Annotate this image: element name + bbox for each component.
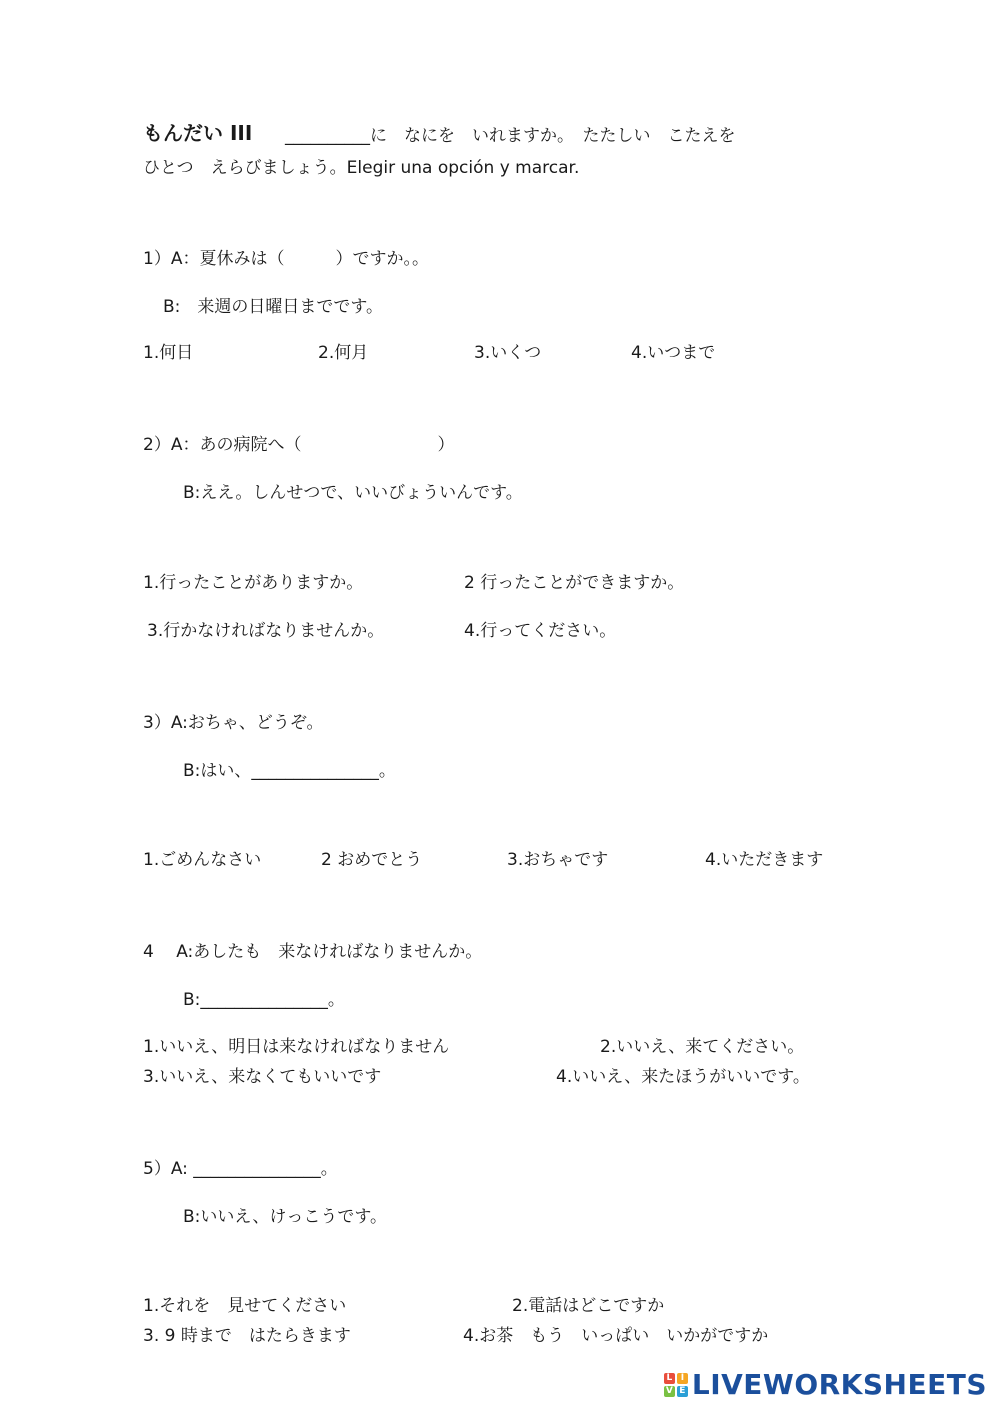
page-title: もんだい III <box>143 121 253 145</box>
question-5-option-4[interactable]: 4.お茶 もう いっぱい いかがですか <box>463 1326 769 1346</box>
question-4-a: 4 A:あしたも 来なければなりませんか。 <box>143 942 483 962</box>
question-5-option-1[interactable]: 1.それを 見せてください <box>143 1296 347 1316</box>
question-4-option-3[interactable]: 3.いいえ、来なくてもいいです <box>143 1067 382 1087</box>
question-5-option-2[interactable]: 2.電話はどこですか <box>512 1296 665 1316</box>
question-3-option-2[interactable]: 2 おめでとう <box>321 850 423 870</box>
instruction-line-1: __________に なにを いれますか。 たたしい こたえを <box>285 126 736 146</box>
question-1-a: 1）A：夏休みは（ ）ですか。。 <box>143 249 429 269</box>
question-1-option-2[interactable]: 2.何月 <box>318 343 369 363</box>
liveworksheets-badge-icon <box>664 1373 688 1397</box>
question-1-option-1[interactable]: 1.何日 <box>143 343 194 363</box>
liveworksheets-logo <box>664 1368 987 1401</box>
question-4-option-4[interactable]: 4.いいえ、来たほうがいいです。 <box>556 1067 810 1087</box>
question-4-b: B:_______________。 <box>183 990 345 1010</box>
question-3-option-3[interactable]: 3.おちゃです <box>507 850 609 870</box>
question-1-b: B: 来週の日曜日までです。 <box>163 297 384 317</box>
question-1-option-4[interactable]: 4.いつまで <box>631 343 716 363</box>
question-4-option-1[interactable]: 1.いいえ、明日は来なければなりません <box>143 1037 450 1057</box>
badge-letter-l: L <box>664 1373 675 1384</box>
question-2-option-4[interactable]: 4.行ってください。 <box>464 621 617 641</box>
question-2-a: 2）A：あの病院へ（ ） <box>143 435 455 455</box>
question-2-b: B:ええ。しんせつで、いいびょういんです。 <box>183 483 523 503</box>
question-3-option-4[interactable]: 4.いただきます <box>705 850 824 870</box>
question-2-option-3[interactable]: 3.行かなければなりませんか。 <box>147 621 385 641</box>
question-3-b: B:はい、_______________。 <box>183 761 396 781</box>
question-5-option-3[interactable]: 3. 9 時まで はたらきます <box>143 1326 351 1346</box>
instruction-line-2: ひとつ えらびましょう。Elegir una opción y marcar. <box>143 158 580 178</box>
question-5-b: B:いいえ、けっこうです。 <box>183 1207 388 1227</box>
question-3-a: 3）A:おちゃ、どうぞ。 <box>143 713 324 733</box>
badge-letter-e: E <box>677 1386 688 1397</box>
badge-letter-i: I <box>677 1373 688 1384</box>
question-2-option-1[interactable]: 1.行ったことがありますか。 <box>143 573 364 593</box>
badge-letter-v: V <box>664 1386 675 1397</box>
logo-text: LIVEWORKSHEETS <box>691 1368 987 1401</box>
question-1-option-3[interactable]: 3.いくつ <box>474 343 542 363</box>
question-3-option-1[interactable]: 1.ごめんなさい <box>143 850 262 870</box>
question-4-option-2[interactable]: 2.いいえ、来てください。 <box>600 1037 805 1057</box>
question-2-option-2[interactable]: 2 行ったことができますか。 <box>464 573 685 593</box>
question-5-a: 5）A: _______________。 <box>143 1159 338 1179</box>
